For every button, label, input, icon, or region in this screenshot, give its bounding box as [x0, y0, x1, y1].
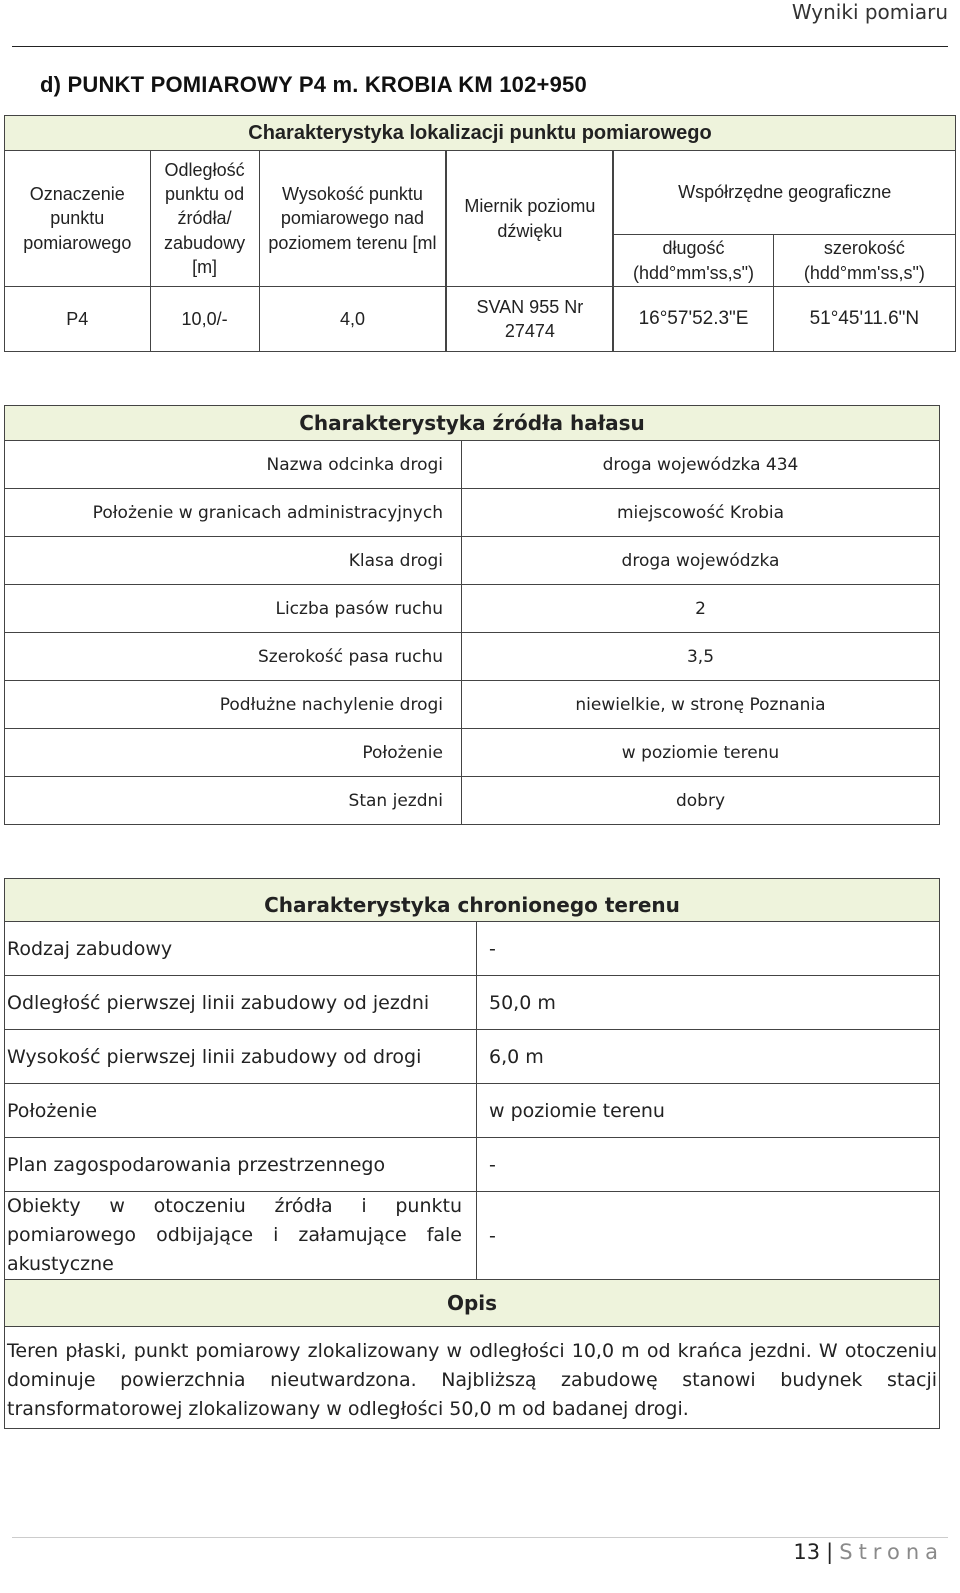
protected-value: 50,0 m — [477, 976, 940, 1030]
table-row — [5, 1084, 940, 1138]
table-row — [5, 681, 940, 729]
source-label: Położenie — [5, 729, 462, 777]
row-designation: P4 — [5, 287, 151, 352]
description-title: Opis — [5, 1280, 940, 1327]
col-coords-header: Współrzędne geograficzne — [613, 151, 955, 235]
col-distance-header: Odległość punktu od źródła/ zabudowy [m] — [150, 151, 259, 287]
source-value: droga wojewódzka — [462, 537, 940, 585]
location-table — [4, 115, 956, 352]
header-title: Wyniki pomiaru — [791, 0, 948, 24]
table-row — [5, 585, 940, 633]
header-divider — [12, 46, 948, 47]
table-row — [5, 441, 940, 489]
table-row — [5, 489, 940, 537]
row-lon: 16°57'52.3"E — [613, 287, 773, 352]
row-height: 4,0 — [259, 287, 446, 352]
footer-word: Strona — [839, 1540, 944, 1564]
source-value: w poziomie terenu — [462, 729, 940, 777]
source-label: Nazwa odcinka drogi — [5, 441, 462, 489]
source-label: Podłużne nachylenie drogi — [5, 681, 462, 729]
table-row — [5, 976, 940, 1030]
col-lat-header: szerokość (hdd°mm'ss,s") — [773, 235, 955, 287]
footer-separator: | — [826, 1540, 834, 1564]
row-lat: 51°45'11.6"N — [773, 287, 955, 352]
source-label: Klasa drogi — [5, 537, 462, 585]
table-row — [5, 1030, 940, 1084]
protected-label: Rodzaj zabudowy — [5, 922, 477, 976]
source-label: Szerokość pasa ruchu — [5, 633, 462, 681]
row-distance: 10,0/- — [150, 287, 259, 352]
location-table-title: Charakterystyka lokalizacji punktu pomiarowego — [5, 116, 956, 151]
source-value: droga wojewódzka 434 — [462, 441, 940, 489]
source-value: niewielkie, w stronę Poznania — [462, 681, 940, 729]
row-meter: SVAN 955 Nr 27474 — [446, 287, 613, 352]
table-row — [5, 537, 940, 585]
table-row — [5, 922, 940, 976]
table-row — [5, 777, 940, 825]
table-row — [5, 729, 940, 777]
table-row — [5, 1138, 940, 1192]
section-title: d) PUNKT POMIAROWY P4 m. KROBIA KM 102+950 — [40, 72, 587, 97]
source-value: 2 — [462, 585, 940, 633]
page-number: 13 — [793, 1540, 821, 1564]
protected-label: Odległość pierwszej linii zabudowy od jezdni — [5, 976, 477, 1030]
source-label: Położenie w granicach administracyjnych — [5, 489, 462, 537]
protected-label: Plan zagospodarowania przestrzennego — [5, 1138, 477, 1192]
col-meter-header: Miernik poziomu dźwięku — [446, 151, 613, 287]
objects-label: Obiekty w otoczeniu źródła i punktu pomiarowego odbijające i załamujące fale akustyczne — [5, 1192, 477, 1280]
col-designation-header: Oznaczenie punktu pomiarowego — [5, 151, 151, 287]
protected-label: Wysokość pierwszej linii zabudowy od drogi — [5, 1030, 477, 1084]
protected-value: w poziomie terenu — [477, 1084, 940, 1138]
source-table-title: Charakterystyka źródła hałasu — [5, 406, 940, 441]
source-value: miejscowość Krobia — [462, 489, 940, 537]
col-lon-header: długość (hdd°mm'ss,s") — [613, 235, 773, 287]
table-row — [5, 1192, 940, 1280]
protected-value: 6,0 m — [477, 1030, 940, 1084]
source-label: Liczba pasów ruchu — [5, 585, 462, 633]
protected-table-title: Charakterystyka chronionego terenu — [5, 879, 940, 922]
objects-value: - — [477, 1192, 940, 1280]
table-row — [5, 633, 940, 681]
protected-value: - — [477, 922, 940, 976]
protected-label: Położenie — [5, 1084, 477, 1138]
source-value: 3,5 — [462, 633, 940, 681]
footer-divider — [12, 1537, 948, 1538]
protected-value: - — [477, 1138, 940, 1192]
source-table — [4, 405, 940, 825]
source-label: Stan jezdni — [5, 777, 462, 825]
source-value: dobry — [462, 777, 940, 825]
description-text: Teren płaski, punkt pomiarowy zlokalizowany w odległości 10,0 m od krańca jezdni. W otoczeniu dominuje powierzchnia nieutwardzona. Najbliższą zabudowę stanowi budynek stacji transformatorowej zlokalizowany w odległości 50,0 m od badanej drogi. — [5, 1327, 940, 1429]
page-footer — [793, 1540, 944, 1564]
protected-table — [4, 878, 940, 1429]
col-height-header: Wysokość punktu pomiarowego nad poziomem terenu [ml — [259, 151, 446, 287]
